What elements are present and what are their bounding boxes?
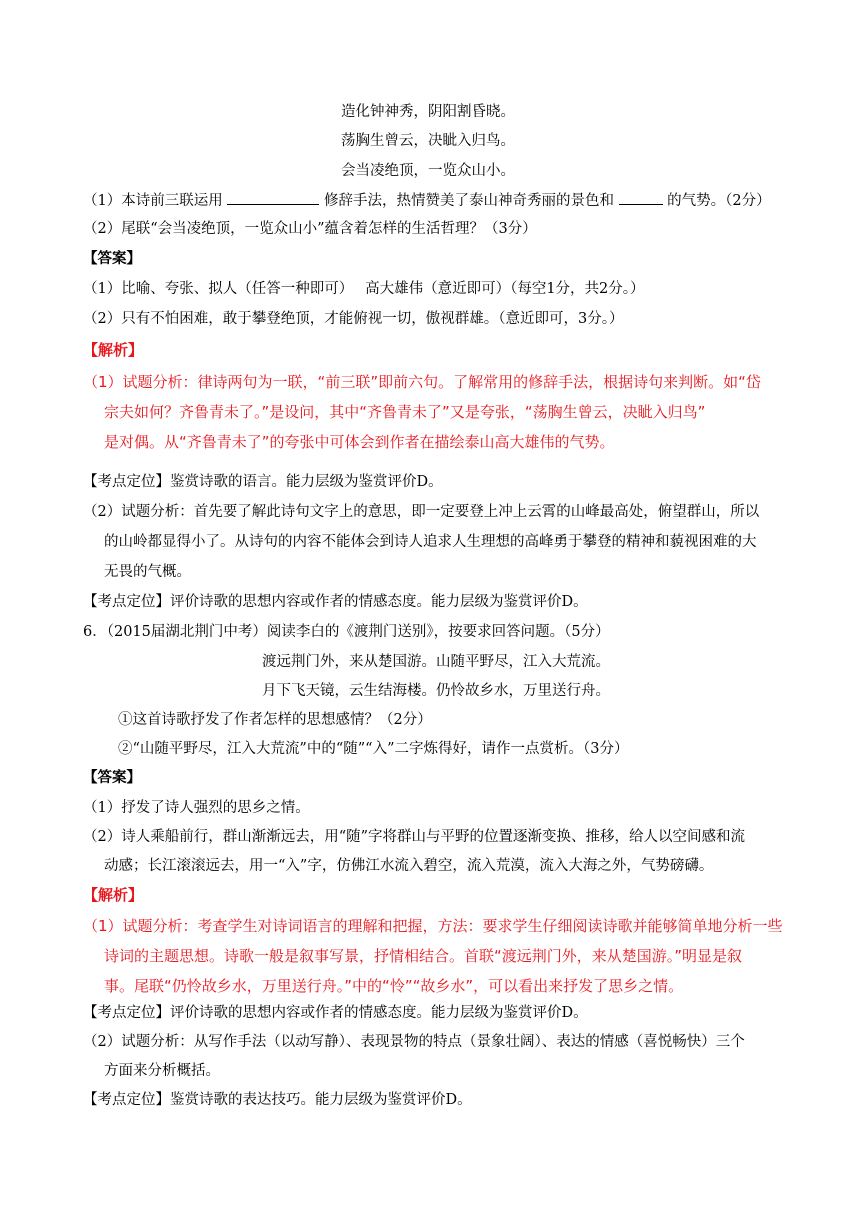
question-1-part3: 的气势。（2分）	[667, 193, 771, 209]
answer-blank-1	[227, 190, 319, 205]
analysis-6-1-line3: 事。尾联“仍怜故乡水，万里送行舟。”中的“怜”“故乡水”，可以看出来抒发了思乡之情。	[104, 977, 684, 995]
poem1-line3: 会当凌绝顶，一览众山小。	[341, 163, 515, 179]
question-6: 6．（2015届湖北荆门中考）阅读李白的《渡荆门送别》，按要求回答问题。（5分）	[83, 624, 610, 640]
answer-6-1: （1）抒发了诗人强烈的思乡之情。	[83, 800, 310, 816]
analysis-2-line2: 的山岭都显得小了。从诗句的内容不能体会到诗人追求人生理想的高峰勇于攀登的精神和藐视困难的大	[104, 534, 757, 550]
analysis-1-line1: （1）试题分析：律诗两句为一联，“前三联”即前六句。了解常用的修辞手法，根据诗句来判断。如“岱	[83, 373, 761, 391]
analysis-label: 【解析】	[83, 341, 144, 359]
poem1-line1: 造化钟神秀，阴阳割昏晓。	[341, 104, 515, 120]
analysis-1-line2: 宗夫如何？齐鲁青未了。”是设问，其中“齐鲁青未了”又是夸张，“荡胸生曾云，决眦入归鸟”	[104, 403, 706, 421]
analysis-label-2: 【解析】	[83, 886, 144, 904]
analysis-6-2-line1: （2）试题分析：从写作手法（以动写静）、表现景物的特点（景象壮阔）、表达的情感（喜悦畅快）三个	[83, 1034, 745, 1050]
answer-2: （2）只有不怕困难，敢于攀登绝顶，才能俯视一切，傲视群雄。（意近即可，3分。）	[83, 311, 624, 327]
question-1-part1: （1）本诗前三联运用	[83, 193, 223, 209]
answer-label-2: 【答案】	[83, 769, 141, 786]
analysis-6-1-line2: 诗词的主题思想。诗歌一般是叙事写景，抒情相结合。首联“渡远荆门外，来从楚国游。”明显是叙	[104, 947, 743, 965]
answer-6-2-line1: （2）诗人乘船前行，群山渐渐远去，用“随”字将群山与平野的位置逐渐变换、推移，给人以空间感和流	[83, 829, 746, 845]
analysis-6-2-line2: 方面来分析概括。	[104, 1063, 220, 1079]
question-6-1: ①这首诗歌抒发了作者怎样的思想感情？（2分）	[118, 712, 432, 728]
answer-label: 【答案】	[83, 250, 141, 267]
question-2: （2）尾联“会当凌绝顶，一览众山小”蕴含着怎样的生活哲理？（3分）	[83, 221, 537, 237]
knowledge-point-4: 【考点定位】鉴赏诗歌的表达技巧。能力层级为鉴赏评价D。	[83, 1092, 472, 1108]
answer-blank-2	[619, 190, 663, 205]
answer-1: （1）比喻、夸张、拟人（任答一种即可） 高大雄伟（意近即可）（每空1分，共2分。）	[83, 281, 645, 297]
question-1-part2: 修辞手法，热情赞美了泰山神奇秀丽的景色和	[323, 193, 614, 209]
knowledge-point-1: 【考点定位】鉴赏诗歌的语言。能力层级为鉴赏评价D。	[83, 474, 443, 490]
analysis-2-line3: 无畏的气概。	[104, 564, 191, 580]
poem2-line2: 月下飞天镜，云生结海楼。仍怜故乡水，万里送行舟。	[262, 683, 610, 699]
knowledge-point-2: 【考点定位】评价诗歌的思想内容或作者的情感态度。能力层级为鉴赏评价D。	[83, 594, 588, 610]
answer-6-2-line2: 动感；长江滚滚远去，用一“入”字，仿佛江水流入碧空，流入荒漠，流入大海之外，气势磅礴。	[104, 858, 714, 874]
poem1-line2: 荡胸生曾云，决眦入归鸟。	[341, 133, 515, 149]
analysis-2-line1: （2）试题分析：首先要了解此诗句文字上的意思，即一定要登上冲上云霄的山峰最高处，俯望群山，所以	[83, 504, 760, 520]
poem2-line1: 渡远荆门外，来从楚国游。山随平野尽，江入大荒流。	[262, 654, 610, 670]
analysis-6-1-line1: （1）试题分析：考查学生对诗词语言的理解和把握，方法：要求学生仔细阅读诗歌并能够简单地分析一些	[83, 917, 783, 935]
question-6-2: ②“山随平野尽，江入大荒流”中的“随”“入”二字炼得好，请作一点赏析。（3分）	[118, 741, 629, 757]
analysis-1-line3: 是对偶。从“齐鲁青未了”的夸张中可体会到作者在描绘泰山高大雄伟的气势。	[104, 433, 615, 451]
question-1	[83, 190, 771, 211]
knowledge-point-3: 【考点定位】评价诗歌的思想内容或作者的情感态度。能力层级为鉴赏评价D。	[83, 1005, 588, 1021]
